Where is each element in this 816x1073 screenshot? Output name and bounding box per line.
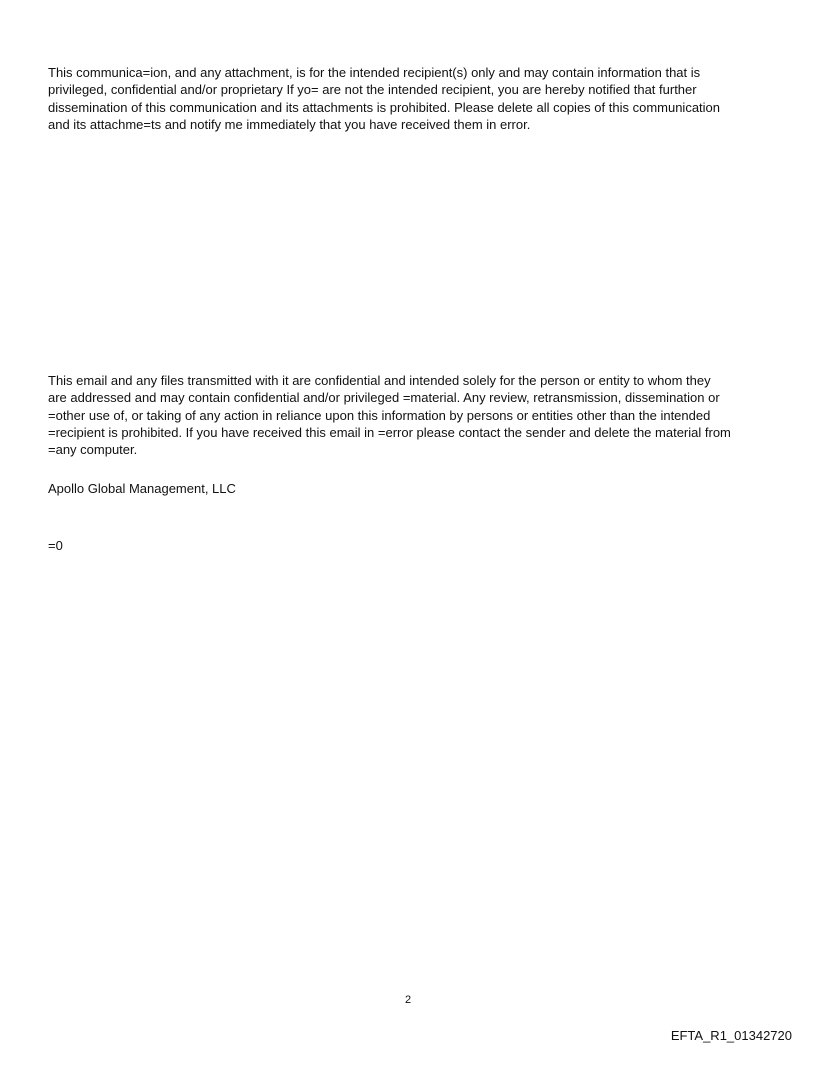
company-name: Apollo Global Management, LLC bbox=[48, 481, 236, 496]
email-disclaimer-paragraph: This email and any files transmitted with it are confidential and intended solely for the person or entity to whom they are addressed and may contain confidential and/or privileged =material. Any review, retransmission, dissemination or =other use of, or taking of any action in reliance upon this information by persons or entities other than the intended =recipient is prohibited. If you have received this email in =error please contact the sender and delete the material from =any computer. bbox=[48, 373, 731, 458]
confidentiality-notice-paragraph: This communica=ion, and any attachment, is for the intended recipient(s) only and may contain information that is privileged, confidential and/or proprietary If yo= are not the intended recipient, you are hereby notified that further dissemination of this communication and its attachments is prohibited. Please delete all copies of this communication and its attachme=ts and notify me immediately that you have received them in error. bbox=[48, 65, 721, 132]
bates-number: EFTA_R1_01342720 bbox=[670, 1028, 792, 1043]
encoding-trailer: =0 bbox=[48, 538, 63, 553]
page-number: 2 bbox=[404, 994, 412, 1006]
